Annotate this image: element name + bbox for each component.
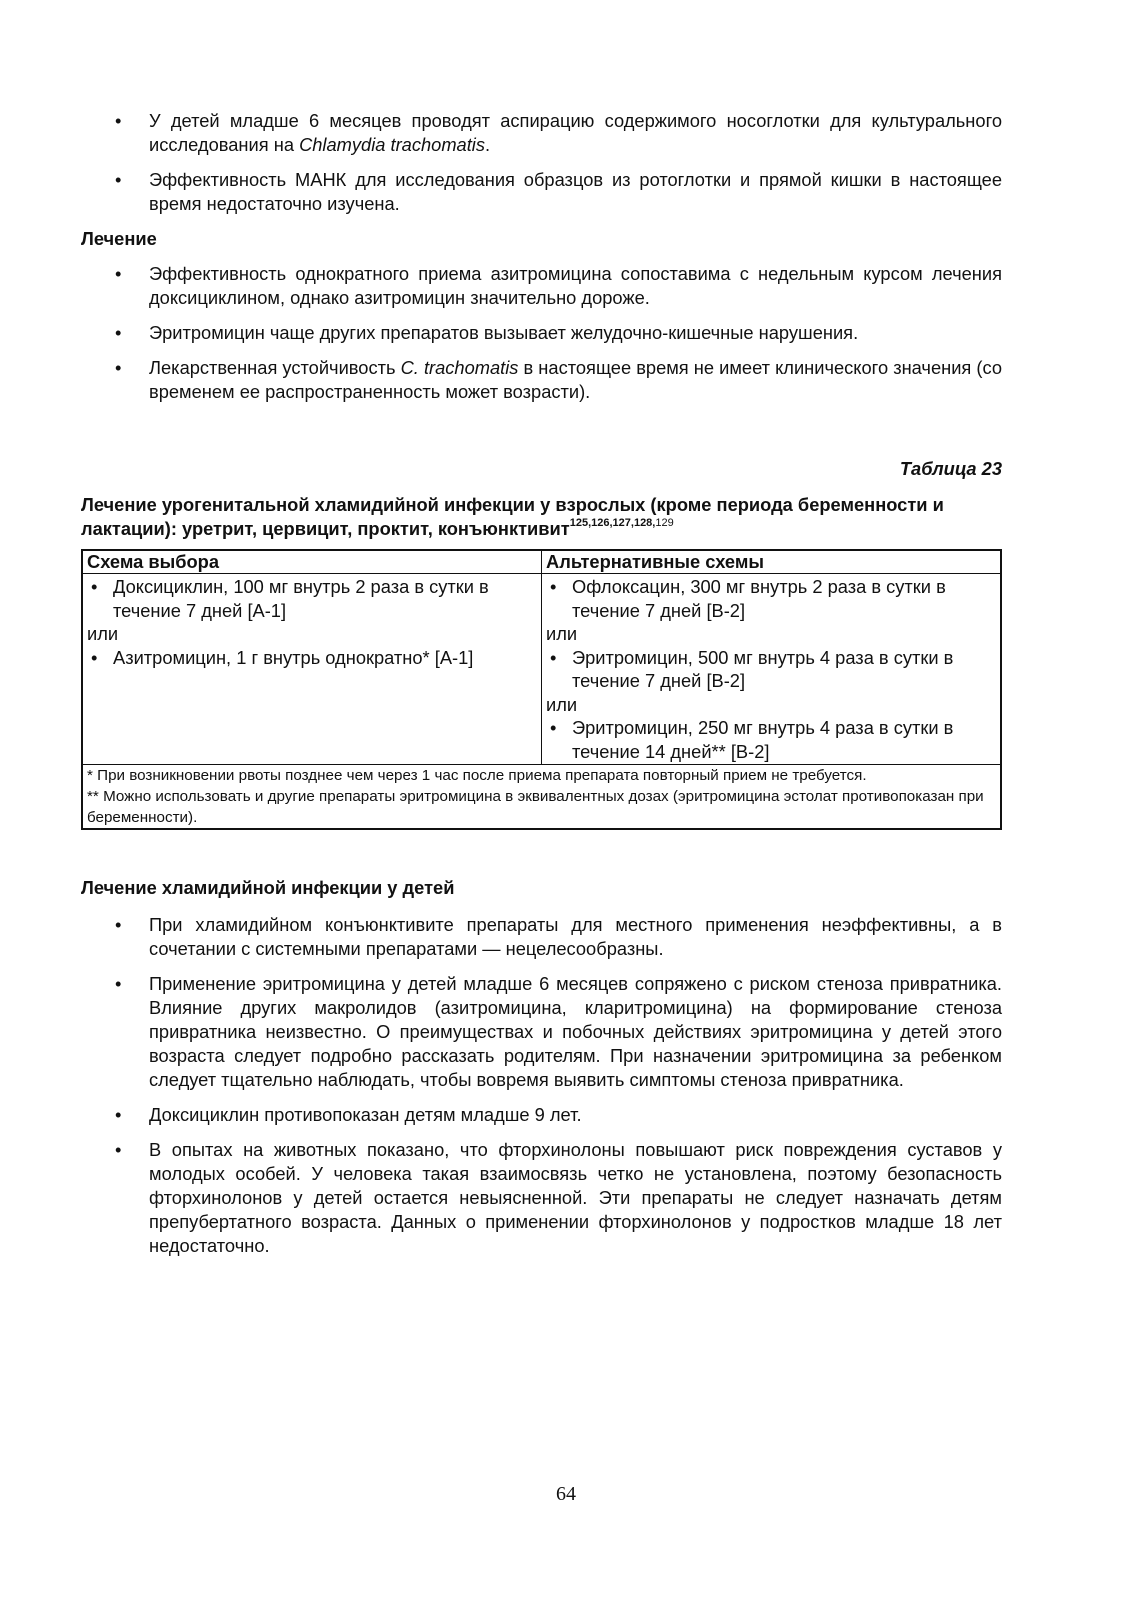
- item-text: При хламидийном конъюнктивите препараты для местного применения неэффективны, а в сочетании с системными препаратами — нецелесообразны.: [149, 914, 1002, 959]
- children-bullet-list: [81, 913, 1002, 1258]
- page-content: [81, 109, 1002, 1269]
- table-notes-row: [82, 765, 1001, 830]
- bullet-icon: •: [115, 973, 122, 994]
- item-italic-text: C. trachomatis: [400, 357, 519, 378]
- bullet-icon: •: [115, 1104, 122, 1125]
- bullet-icon: •: [115, 322, 122, 343]
- regimen-item: [87, 646, 537, 670]
- bullet-icon: •: [115, 1139, 122, 1160]
- item-text: Эффективность МАНК для исследования образцов из ротоглотки и прямой кишки в настоящее время недостаточно изучена.: [149, 169, 1002, 214]
- treatment-bullet-list: [81, 262, 1002, 404]
- item-text: У детей младше 6 месяцев проводят аспирацию содержимого носоглотки для культурального исследования на: [149, 110, 1002, 155]
- table-caption: Таблица 23: [899, 458, 1002, 479]
- regimens-table: [81, 549, 1002, 830]
- bullet-icon: •: [115, 357, 122, 378]
- regimen-text: Азитромицин, 1 г внутрь однократно* [A-1]: [113, 646, 474, 668]
- list-item: [81, 321, 1002, 345]
- header-alternative: Альтернативные схемы: [542, 550, 1002, 574]
- table-title-text: Лечение урогенитальной хламидийной инфекции у взрослых (кроме периода беременности и лактации): уретрит, цервицит, проктит, конъюнктивит: [81, 494, 944, 539]
- item-text: Доксициклин противопоказан детям младше 9 лет.: [149, 1104, 582, 1125]
- item-text-end: в настоящее время не имеет клинического значения (со временем ее распространенность может возрасти).: [149, 357, 1003, 402]
- bullet-icon: •: [91, 576, 98, 597]
- bullet-icon: •: [550, 717, 557, 738]
- bullet-icon: •: [115, 914, 122, 935]
- intro-bullet-list: [81, 109, 1002, 216]
- item-italic-text: Chlamydia trachomatis: [299, 134, 485, 155]
- list-item: [81, 1103, 1002, 1127]
- item-text: Эффективность однократного приема азитромицина сопоставима с недельным курсом лечения доксициклином, однако азитромицин значительно дороже.: [149, 263, 1002, 308]
- list-item: [81, 356, 1002, 404]
- page-number: 64: [556, 1483, 576, 1505]
- item-text: Применение эритромицина у детей младше 6 месяцев сопряжено с риском стеноза привратника. Влияние других макролидов (азитромицина, кларитромицина) на формирование стеноза привратника неизвестно. О преимуществах и побочных действиях эритромицина у детей этого возраста следует подробно рассказать родителям. При назначении эритромицина за ребенком следует тщательно наблюдать, чтобы вовремя выявить симптомы стеноза привратника.: [149, 973, 1002, 1090]
- footnote-text: При возникновении рвоты позднее чем через 1 час после приема препарата повторный прием не требуется.: [97, 767, 867, 784]
- regimen-text: Офлоксацин, 300 мг внутрь 2 раза в сутки в течение 7 дней [B-2]: [572, 576, 946, 621]
- header-first-choice: Схема выбора: [82, 550, 542, 574]
- list-item: [81, 972, 1002, 1092]
- list-item: [81, 109, 1002, 157]
- bullet-icon: •: [550, 646, 557, 668]
- list-item: [81, 168, 1002, 216]
- table-header-row: [82, 550, 1001, 574]
- footnote-mark: *: [87, 767, 93, 784]
- regimen-item: [87, 575, 537, 622]
- table-title-references: [570, 517, 674, 529]
- regimen-text: Эритромицин, 500 мг внутрь 4 раза в сутки в течение 7 дней [B-2]: [572, 646, 954, 691]
- item-text-end: .: [485, 134, 491, 155]
- item-text: Лекарственная устойчивость: [149, 357, 401, 378]
- first-choice-cell: [82, 574, 542, 765]
- item-text: В опытах на животных показано, что фторхинолоны повышают риск повреждения суставов у молодых особей. У человека такая взаимосвязь четко не установлена, поэтому безопасность фторхинолонов у детей остается невыясненной. Эти препараты не следует назначать детям препубертатного возраста. Данных о применении фторхинолонов у подростков младше 18 лет недостаточно.: [149, 1139, 1002, 1256]
- bullet-icon: •: [115, 110, 122, 131]
- table-footnote: [87, 786, 996, 828]
- regimen-text: Эритромицин, 250 мг внутрь 4 раза в сутки в течение 14 дней** [B-2]: [572, 717, 954, 762]
- bullet-icon: •: [550, 576, 557, 597]
- regimen-item: [546, 575, 996, 622]
- table-notes-cell: [82, 765, 1001, 830]
- children-heading: Лечение хламидийной инфекции у детей: [81, 877, 455, 898]
- regimen-item: [546, 646, 996, 693]
- table-title: [81, 493, 1002, 541]
- or-separator: или: [546, 623, 578, 644]
- list-item: [81, 913, 1002, 961]
- bullet-icon: •: [115, 263, 122, 284]
- references-normal: 129: [655, 517, 674, 529]
- references-bold: 125,126,127,128,: [569, 517, 656, 529]
- table-footnote: [87, 765, 996, 786]
- or-separator: или: [87, 623, 119, 644]
- treatment-heading: Лечение: [81, 228, 157, 249]
- alternative-cell: [542, 574, 1002, 765]
- footnote-mark: **: [87, 788, 99, 805]
- footnote-text: Можно использовать и другие препараты эритромицина в эквивалентных дозах (эритромицина эстолат противопоказан при беременности).: [87, 788, 984, 826]
- regimen-text: Доксициклин, 100 мг внутрь 2 раза в сутки в течение 7 дней [A-1]: [113, 576, 489, 621]
- regimen-item: [546, 716, 996, 763]
- bullet-icon: •: [91, 646, 98, 668]
- or-separator: или: [546, 693, 578, 715]
- list-item: [81, 262, 1002, 310]
- table-body-row: [82, 574, 1001, 765]
- item-text: Эритромицин чаще других препаратов вызывает желудочно-кишечные нарушения.: [149, 322, 859, 343]
- bullet-icon: •: [115, 169, 122, 190]
- list-item: [81, 1138, 1002, 1258]
